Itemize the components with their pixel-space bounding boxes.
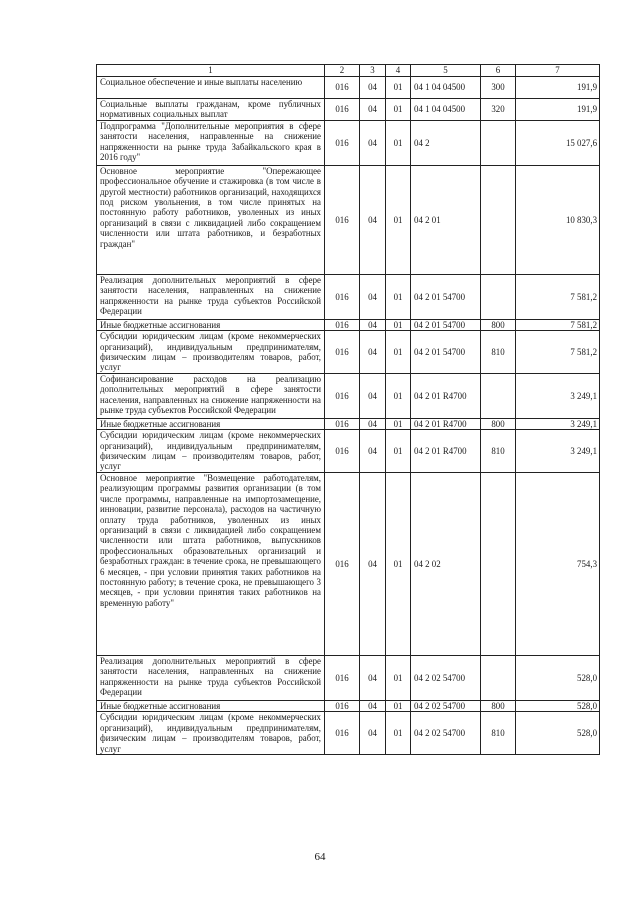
subsection-code: 01: [386, 274, 411, 319]
section-code: 04: [360, 331, 386, 374]
section-code: 04: [360, 655, 386, 700]
amount: 528,0: [516, 712, 600, 755]
expense-type-code: 810: [481, 712, 516, 755]
ministry-code: 016: [325, 373, 360, 418]
ministry-code: 016: [325, 77, 360, 99]
expense-type-code: [481, 472, 516, 655]
subsection-code: 01: [386, 319, 411, 330]
subsection-code: 01: [386, 120, 411, 165]
target-article-code: 04 2 01 R4700: [411, 373, 481, 418]
page-number: 64: [314, 851, 326, 863]
amount: 3 249,1: [516, 418, 600, 429]
expense-type-code: [481, 165, 516, 274]
target-article-code: 04 2 02 54700: [411, 655, 481, 700]
subsection-code: 01: [386, 418, 411, 429]
section-code: 04: [360, 712, 386, 755]
subsection-code: 01: [386, 712, 411, 755]
subsection-code: 01: [386, 700, 411, 711]
amount: 754,3: [516, 472, 600, 655]
header-cell: 6: [481, 65, 516, 77]
ministry-code: 016: [325, 319, 360, 330]
row-name: Субсидии юридическим лицам (кроме некоммерческих организаций), индивидуальным предпринимателям, физическим лицам – производителям товаров, работ, услуг: [97, 430, 325, 473]
section-code: 04: [360, 120, 386, 165]
subsection-code: 01: [386, 331, 411, 374]
ministry-code: 016: [325, 274, 360, 319]
expense-type-code: 800: [481, 319, 516, 330]
amount: 7 581,2: [516, 274, 600, 319]
section-code: 04: [360, 99, 386, 121]
row-name: Иные бюджетные ассигнования: [97, 418, 325, 429]
ministry-code: 016: [325, 331, 360, 374]
expense-type-code: 800: [481, 418, 516, 429]
target-article-code: 04 2 02: [411, 472, 481, 655]
ministry-code: 016: [325, 99, 360, 121]
expense-type-code: [481, 655, 516, 700]
table-row: [97, 77, 600, 99]
amount: 7 581,2: [516, 319, 600, 330]
header-cell: 5: [411, 65, 481, 77]
section-code: 04: [360, 373, 386, 418]
target-article-code: 04 2 01 R4700: [411, 418, 481, 429]
row-name: Социальные выплаты гражданам, кроме публичных нормативных социальных выплат: [97, 99, 325, 121]
table-row: [97, 99, 600, 121]
section-code: 04: [360, 274, 386, 319]
budget-table: [96, 64, 600, 755]
ministry-code: 016: [325, 700, 360, 711]
target-article-code: 04 1 04 04500: [411, 99, 481, 121]
expense-type-code: [481, 274, 516, 319]
expense-type-code: 300: [481, 77, 516, 99]
row-name: Иные бюджетные ассигнования: [97, 319, 325, 330]
header-cell: 2: [325, 65, 360, 77]
row-name: Реализация дополнительных мероприятий в сфере занятости населения, направленных на снижение напряженности на рынке труда субъектов Российской Федерации: [97, 655, 325, 700]
header-cell: 4: [386, 65, 411, 77]
section-code: 04: [360, 418, 386, 429]
row-name: Софинансирование расходов на реализацию дополнительных мероприятий в сфере занятости населения, направленных на снижение напряженности на рынке труда субъектов Российской Федерации: [97, 373, 325, 418]
ministry-code: 016: [325, 712, 360, 755]
expense-type-code: 320: [481, 99, 516, 121]
row-name: Основное мероприятие "Опережающее профессиональное обучение и стажировка (в том числе в другой местности) работников организаций, находящихся под риском увольнения, в том числе принятых на постоянную работу работников, уволенных из иных организаций в связи с ликвидацией либо сокращением численности или штата работников, и безработных граждан": [97, 165, 325, 274]
amount: 3 249,1: [516, 373, 600, 418]
subsection-code: 01: [386, 472, 411, 655]
amount: 528,0: [516, 700, 600, 711]
expense-type-code: 810: [481, 430, 516, 473]
expense-type-code: [481, 373, 516, 418]
target-article-code: 04 2 01: [411, 165, 481, 274]
section-code: 04: [360, 165, 386, 274]
row-name: Реализация дополнительных мероприятий в сфере занятости населения, направленных на снижение напряженности на рынке труда субъектов Российской Федерации: [97, 274, 325, 319]
expense-type-code: [481, 120, 516, 165]
table-row: [97, 331, 600, 374]
table-row: [97, 274, 600, 319]
table-header-row: [97, 65, 600, 77]
target-article-code: 04 2 01 54700: [411, 274, 481, 319]
header-cell: 3: [360, 65, 386, 77]
section-code: 04: [360, 319, 386, 330]
table-body: [97, 77, 600, 755]
ministry-code: 016: [325, 120, 360, 165]
row-name: Подпрограмма "Дополнительные мероприятия в сфере занятости населения, направленные на снижение напряженности на рынке труда Забайкальского края в 2016 году": [97, 120, 325, 165]
row-name: Субсидии юридическим лицам (кроме некоммерческих организаций), индивидуальным предпринимателям, физическим лицам – производителям товаров, работ, услуг: [97, 331, 325, 374]
target-article-code: 04 2 01 54700: [411, 331, 481, 374]
row-name: Основное мероприятие "Возмещение работодателям, реализующим программы развития организации (в том числе программы, направленные на импортозамещение, инновации, развитие персонала), расходов на частичную оплату труда работников, уволенных из иных организаций в связи с ликвидацией либо сокращением численности или штата работников, выпускников профессиональных образовательных организаций и безработных граждан: в течение срока, не превышающего 6 месяцев, - при условии принятия таких работников на постоянную работу; в течение срока, не превышающего 3 месяцев, - при условии принятия таких работников на временную работу": [97, 472, 325, 655]
subsection-code: 01: [386, 655, 411, 700]
section-code: 04: [360, 77, 386, 99]
table-row: [97, 165, 600, 274]
target-article-code: 04 2 02 54700: [411, 700, 481, 711]
section-code: 04: [360, 472, 386, 655]
subsection-code: 01: [386, 373, 411, 418]
subsection-code: 01: [386, 165, 411, 274]
target-article-code: 04 2 01 54700: [411, 319, 481, 330]
table-row: [97, 472, 600, 655]
target-article-code: 04 2: [411, 120, 481, 165]
table-row: [97, 430, 600, 473]
ministry-code: 016: [325, 430, 360, 473]
row-name: Субсидии юридическим лицам (кроме некоммерческих организаций), индивидуальным предпринимателям, физическим лицам – производителям товаров, работ, услуг: [97, 712, 325, 755]
amount: 191,9: [516, 99, 600, 121]
amount: 3 249,1: [516, 430, 600, 473]
table-row: [97, 120, 600, 165]
target-article-code: 04 1 04 04500: [411, 77, 481, 99]
subsection-code: 01: [386, 430, 411, 473]
ministry-code: 016: [325, 472, 360, 655]
table-row: [97, 712, 600, 755]
row-name: Социальное обеспечение и иные выплаты населению: [97, 77, 325, 99]
ministry-code: 016: [325, 165, 360, 274]
expense-type-code: 810: [481, 331, 516, 374]
table-row: [97, 319, 600, 330]
expense-type-code: 800: [481, 700, 516, 711]
amount: 191,9: [516, 77, 600, 99]
table-row: [97, 418, 600, 429]
amount: 15 027,6: [516, 120, 600, 165]
header-cell: 1: [97, 65, 325, 77]
table-row: [97, 700, 600, 711]
table-row: [97, 655, 600, 700]
amount: 7 581,2: [516, 331, 600, 374]
header-cell: 7: [516, 65, 600, 77]
section-code: 04: [360, 430, 386, 473]
ministry-code: 016: [325, 418, 360, 429]
amount: 10 830,3: [516, 165, 600, 274]
table-row: [97, 373, 600, 418]
ministry-code: 016: [325, 655, 360, 700]
target-article-code: 04 2 01 R4700: [411, 430, 481, 473]
subsection-code: 01: [386, 77, 411, 99]
row-name: Иные бюджетные ассигнования: [97, 700, 325, 711]
target-article-code: 04 2 02 54700: [411, 712, 481, 755]
section-code: 04: [360, 700, 386, 711]
amount: 528,0: [516, 655, 600, 700]
subsection-code: 01: [386, 99, 411, 121]
